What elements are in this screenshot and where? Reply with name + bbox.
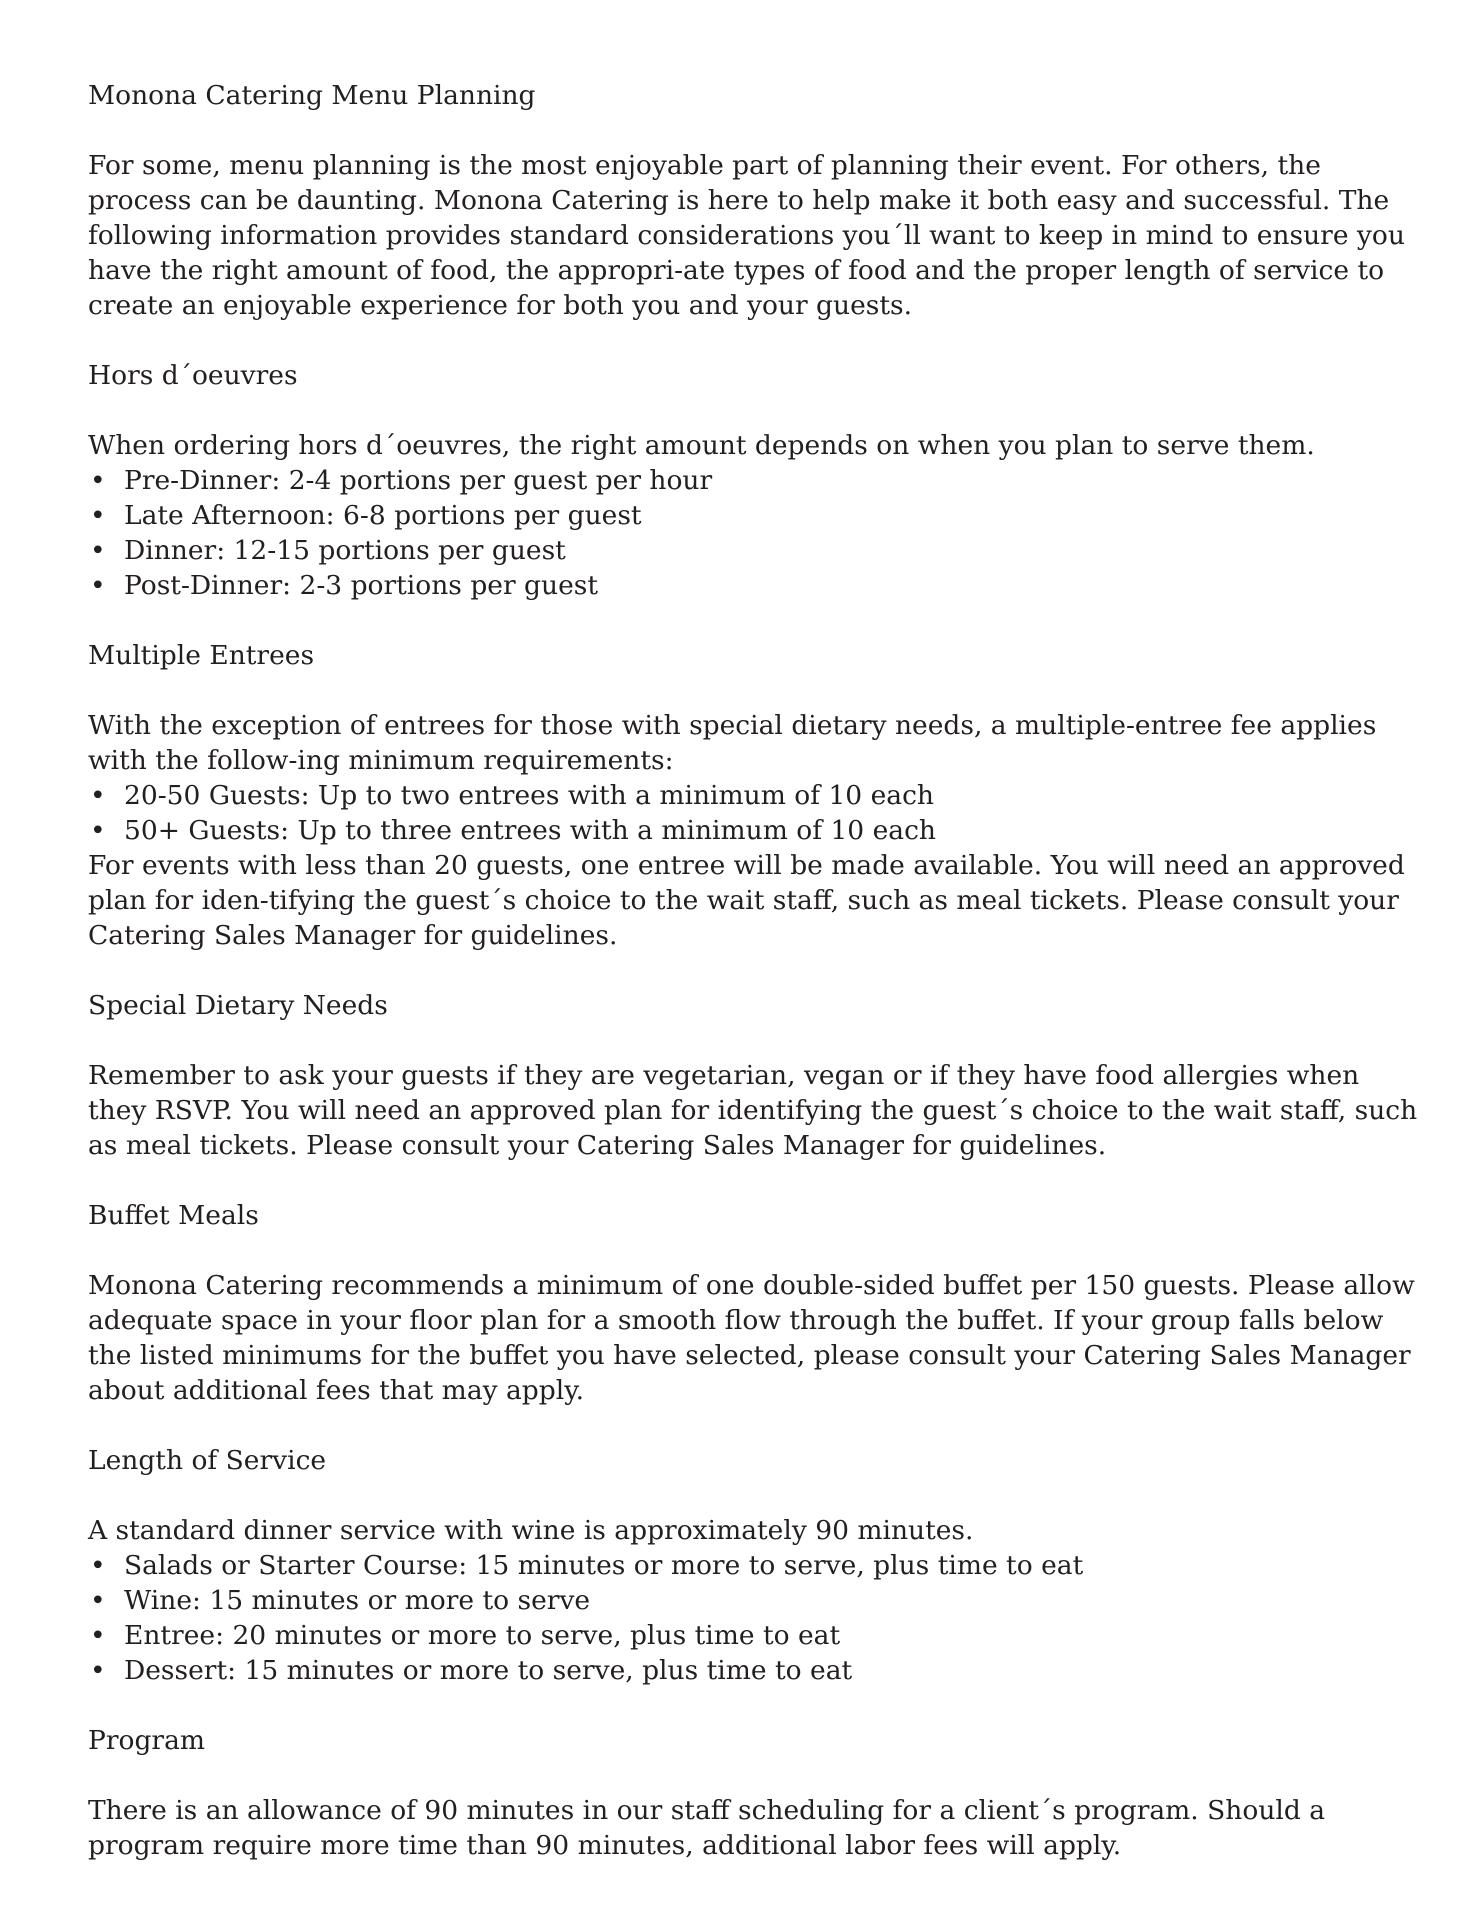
bullet-item: • Pre-Dinner: 2-4 portions per guest per hour xyxy=(88,463,1418,498)
bullet-item: • Wine: 15 minutes or more to serve xyxy=(88,1583,1418,1618)
section-program xyxy=(88,1723,1418,1863)
intro-paragraph: For some, menu planning is the most enjoyable part of planning their event. For others, the process can be daunting. Monona Catering is here to help make it both easy and successful. The following information provides standard considerations you´ll want to keep in mind to ensure you have the right amount of food, the appropri-ate types of food and the proper length of service to create an enjoyable experience for both you and your guests. xyxy=(88,150,1405,321)
section-heading: Hors d´oeuvres xyxy=(88,360,298,391)
section-heading: Length of Service xyxy=(88,1445,327,1476)
section-body: Monona Catering recommends a minimum of one double-sided buffet per 150 guests. Please allow adequate space in your floor plan for a smooth flow through the buffet. If your group falls below the listed minimums for the buffet you have selected, please consult your Catering Sales Manager about additional fees that may apply. xyxy=(88,1270,1415,1406)
bullet-list xyxy=(88,463,1418,603)
bullet-list xyxy=(88,778,1418,848)
section-heading: Buffet Meals xyxy=(88,1200,259,1231)
section-special-dietary-needs xyxy=(88,988,1418,1163)
section-body: There is an allowance of 90 minutes in our staff scheduling for a client´s program. Should a program require more time than 90 minutes, additional labor fees will apply. xyxy=(88,1795,1326,1861)
document-title: Monona Catering Menu Planning xyxy=(88,80,536,111)
section-lead: With the exception of entrees for those with special dietary needs, a multiple-entree fee applies with the follow-ing minimum requirements: xyxy=(88,710,1377,776)
section-lead: When ordering hors d´oeuvres, the right amount depends on when you plan to serve them. xyxy=(88,430,1315,461)
bullet-item: • Post-Dinner: 2-3 portions per guest xyxy=(88,568,1418,603)
section-buffet-meals xyxy=(88,1198,1418,1408)
section-lead: A standard dinner service with wine is approximately 90 minutes. xyxy=(88,1515,974,1546)
bullet-item: • 50+ Guests: Up to three entrees with a minimum of 10 each xyxy=(88,813,1418,848)
section-multiple-entrees xyxy=(88,638,1418,953)
bullet-list xyxy=(88,1548,1418,1688)
section-heading: Special Dietary Needs xyxy=(88,990,388,1021)
section-body: Remember to ask your guests if they are vegetarian, vegan or if they have food allergies when they RSVP. You will need an approved plan for identifying the guest´s choice to the wait staff, such as meal tickets. Please consult your Catering Sales Manager for guidelines. xyxy=(88,1060,1418,1161)
bullet-item: • Late Afternoon: 6-8 portions per guest xyxy=(88,498,1418,533)
section-hors-doeuvres xyxy=(88,358,1418,603)
section-length-of-service xyxy=(88,1443,1418,1688)
section-heading: Multiple Entrees xyxy=(88,640,315,671)
bullet-item: • Entree: 20 minutes or more to serve, plus time to eat xyxy=(88,1618,1418,1653)
section-heading: Program xyxy=(88,1725,206,1756)
bullet-item: • Salads or Starter Course: 15 minutes or more to serve, plus time to eat xyxy=(88,1548,1418,1583)
bullet-item: • 20-50 Guests: Up to two entrees with a minimum of 10 each xyxy=(88,778,1418,813)
bullet-item: • Dessert: 15 minutes or more to serve, plus time to eat xyxy=(88,1653,1418,1688)
document-page xyxy=(88,78,1418,1863)
section-note: For events with less than 20 guests, one entree will be made available. You will need an approved plan for iden-tifying the guest´s choice to the wait staff, such as meal tickets. Please consult your Catering Sales Manager for guidelines. xyxy=(88,850,1405,951)
bullet-item: • Dinner: 12-15 portions per guest xyxy=(88,533,1418,568)
